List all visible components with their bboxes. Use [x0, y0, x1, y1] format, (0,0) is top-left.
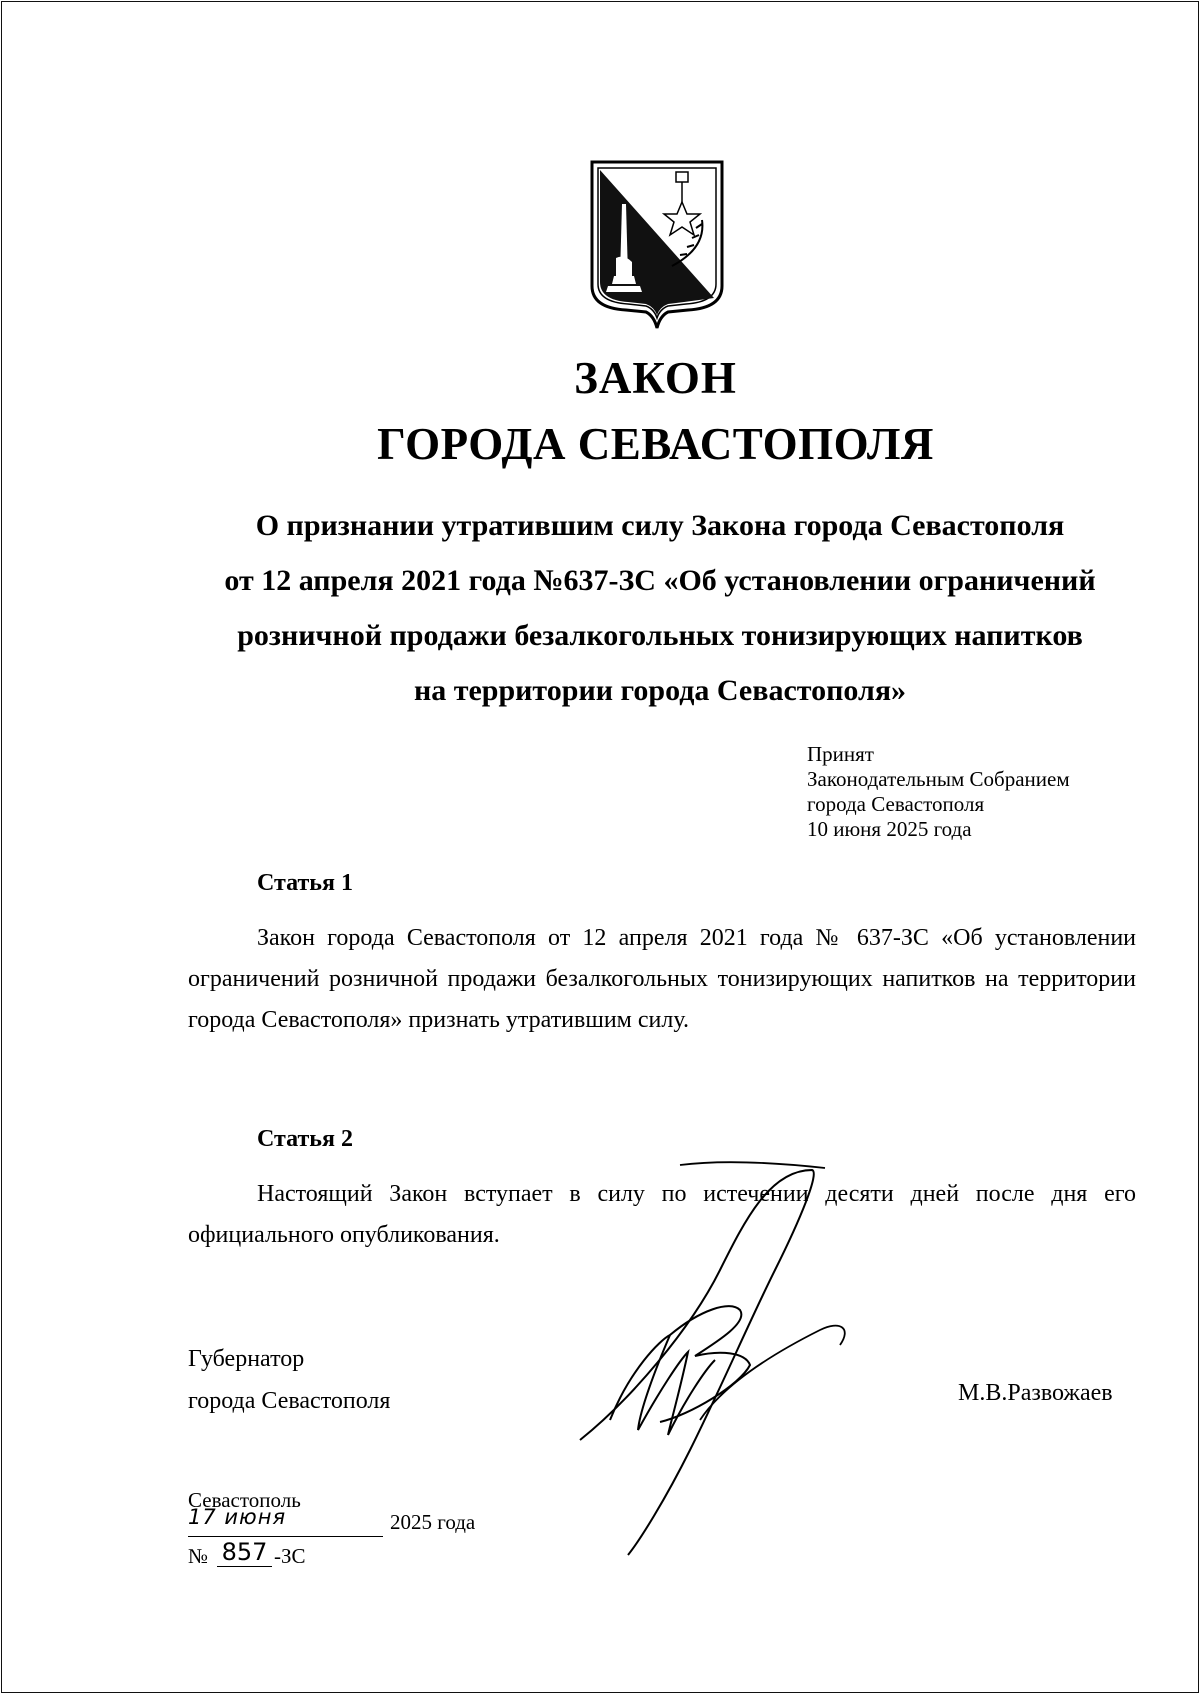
law-subject: [180, 498, 1140, 718]
law-title-city: ГОРОДА СЕВАСТОПОЛЯ: [377, 419, 934, 469]
law-number-suffix: -ЗС: [274, 1544, 306, 1568]
subtitle-line: на территории города Севастополя»: [413, 674, 907, 707]
governor-title-line: города Севастополя: [188, 1388, 391, 1414]
article-2-heading: Статья 2: [257, 1126, 353, 1152]
handwritten-date: 17 июня: [188, 1505, 287, 1529]
number-sign: №: [188, 1544, 209, 1568]
place-of-signing: Севастополь: [188, 1488, 301, 1512]
governor-name: М.В.Развожаев: [958, 1380, 1113, 1406]
handwritten-signature: [570, 1160, 890, 1560]
handwritten-law-number: 857: [217, 1538, 272, 1567]
adoption-line: города Севастополя: [807, 792, 985, 816]
law-title: ЗАКОН: [574, 353, 737, 403]
date-year: 2025 года: [390, 1510, 476, 1534]
article-1-body: [188, 918, 1136, 1041]
subtitle-line: розничной продажи безалкогольных тонизирующих напитков: [237, 619, 1083, 652]
subtitle-line: О признании утратившим силу Закона города Севастополя: [255, 509, 1065, 542]
adoption-note: [807, 742, 1070, 842]
governor-title: [188, 1338, 390, 1422]
governor-title-line: Губернатор: [188, 1346, 305, 1372]
article-2-text: Настоящий Закон вступает в силу по истечении десяти дней после дня его официального опубликования.: [188, 1181, 1136, 1248]
adoption-line: 10 июня 2025 года: [807, 817, 972, 841]
coat-of-arms-emblem: [588, 158, 726, 330]
article-1-heading: Статья 1: [257, 870, 353, 896]
adoption-line: Законодательным Собранием: [807, 767, 1070, 791]
adoption-line: Принят: [807, 742, 874, 766]
subtitle-line: от 12 апреля 2021 года №637-ЗС «Об установлении ограничений: [224, 564, 1096, 597]
article-1-text: Закон города Севастополя от 12 апреля 2021 года № 637-ЗС «Об установлении ограничений розничной продажи безалкогольных тонизирующих напитков на территории города Севастополя» признать утратившим силу.: [188, 925, 1136, 1033]
